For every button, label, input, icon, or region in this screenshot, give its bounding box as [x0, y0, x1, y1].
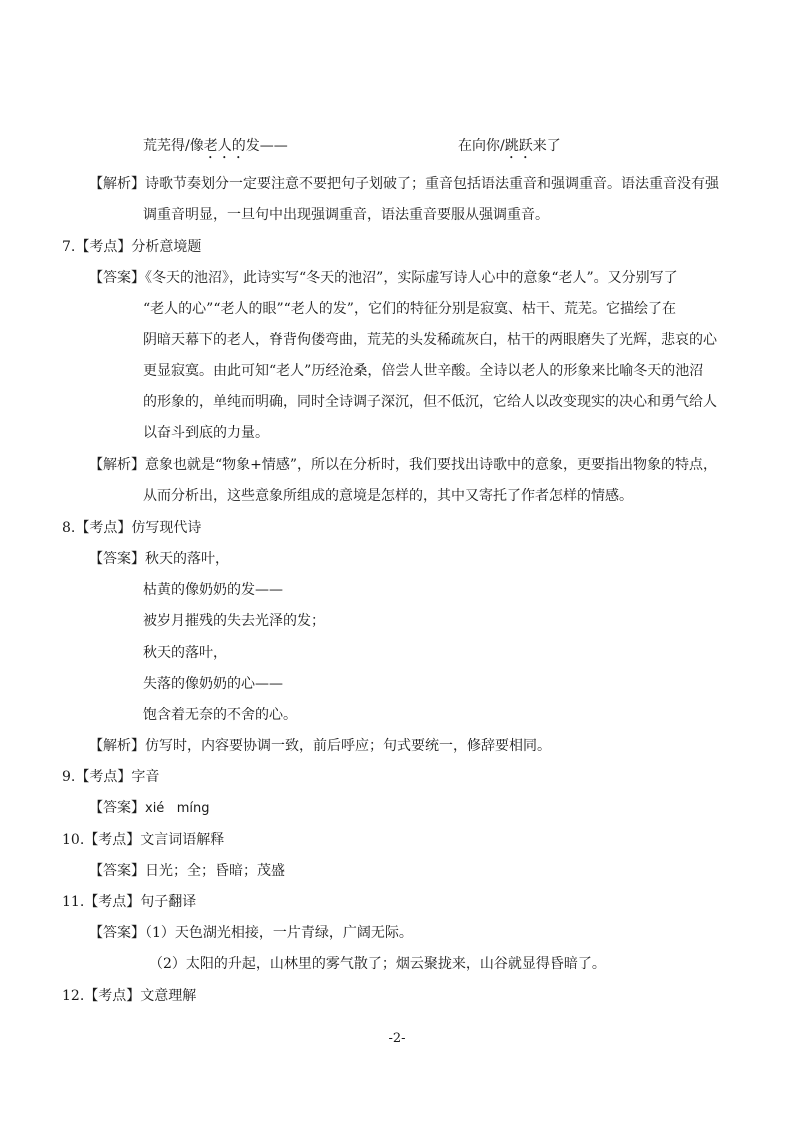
answer-text: 《冬天的池沼》，此诗实写“冬天的池沼”，实际虚写诗人心中的意象“老人”。又分别写了 — [145, 270, 678, 286]
analysis-tag: 【解析】 — [89, 176, 145, 192]
q7-answer-line2: “老人的心”“老人的眼”“老人的发”，它们的特征分别是寂寞、枯干、荒芜。它描绘了在 — [143, 301, 676, 317]
point-text: 仿写现代诗 — [131, 520, 202, 536]
q8-answer-line1 — [89, 549, 229, 569]
q11-answer-line2: （2）太阳的升起，山林里的雾气散了；烟云聚拢来，山谷就显得昏暗了。 — [149, 956, 606, 972]
question-number: 7. — [62, 239, 76, 255]
question-number: 12. — [62, 988, 85, 1004]
q7-answer-line5: 的形象的，单纯而明确，同时全诗调子深沉，但不低沉，它给人以改变现实的决心和勇气给人 — [143, 394, 717, 410]
point-tag: 【考点】 — [84, 832, 141, 848]
poem-right-emphasized: 跳跃 — [504, 138, 533, 154]
q11-answer-line1 — [89, 923, 413, 943]
poem-line-left — [143, 136, 288, 156]
answer-tag: 【答案】 — [89, 925, 145, 941]
q9-point — [62, 767, 159, 787]
point-text: 句子翻译 — [140, 894, 197, 910]
q11-point — [62, 892, 196, 912]
point-text: 文言词语解释 — [140, 832, 225, 848]
point-tag: 【考点】 — [84, 988, 141, 1004]
point-text: 字音 — [131, 769, 160, 785]
q8-point — [62, 518, 201, 538]
q7-answer-line1 — [89, 268, 678, 288]
poem-left-part-a: 荒芜得/像 — [143, 138, 204, 154]
answer-text: 秋天的落叶， — [145, 551, 229, 567]
q7-answer-line4: 更显寂寞。由此可知“老人”历经沧桑，倍尝人世辛酸。全诗以老人的形象来比喻冬天的池沼 — [143, 363, 704, 379]
q10-point — [62, 830, 224, 850]
answer-text: xié míng — [145, 801, 210, 816]
point-text: 文意理解 — [140, 988, 197, 1004]
point-tag: 【考点】 — [75, 520, 132, 536]
analysis-tag: 【解析】 — [89, 738, 145, 754]
answer-tag: 【答案】 — [89, 800, 145, 816]
q8-answer-line5: 失落的像奶奶的心—— — [143, 676, 283, 692]
answer-tag: 【答案】 — [89, 551, 145, 567]
question-number: 9. — [62, 769, 76, 785]
q12-point — [62, 986, 196, 1006]
q7-analysis-line2: 从而分析出，这些意象所组成的意境是怎样的，其中又寄托了作者怎样的情感。 — [143, 488, 633, 504]
q6-analysis-line2: 调重音明显，一旦句中出现强调重音，语法重音要服从强调重音。 — [143, 207, 549, 223]
q8-answer-line4: 秋天的落叶， — [143, 645, 227, 661]
analysis-text: 意象也就是“物象+情感”，所以在分析时，我们要找出诗歌中的意象，更要指出物象的特点， — [145, 457, 718, 473]
poem-right-part-c: 来了 — [532, 138, 561, 154]
q6-analysis-line1 — [89, 174, 719, 194]
answer-tag: 【答案】 — [89, 863, 145, 879]
q7-point — [62, 237, 201, 257]
q8-answer-line2: 枯黄的像奶奶的发—— — [143, 582, 283, 598]
analysis-text: 诗歌节奏划分一定要注意不要把句子划破了；重音包括语法重音和强调重音。语法重音没有强 — [145, 176, 719, 192]
q8-analysis — [89, 736, 551, 756]
point-tag: 【考点】 — [75, 239, 132, 255]
point-tag: 【考点】 — [84, 894, 141, 910]
q10-answer — [89, 861, 285, 881]
question-number: 8. — [62, 520, 76, 536]
analysis-tag: 【解析】 — [89, 457, 145, 473]
poem-left-part-c: 发—— — [245, 138, 288, 154]
q9-answer — [89, 798, 209, 818]
point-tag: 【考点】 — [75, 769, 132, 785]
answer-text: 日光；全；昏暗；茂盛 — [145, 863, 285, 879]
point-text: 分析意境题 — [131, 239, 202, 255]
question-number: 10. — [62, 832, 85, 848]
q7-answer-line6: 以奋斗到底的力量。 — [143, 425, 269, 441]
answer-text: （1）天色湖光相接，一片青绿，广阔无际。 — [145, 925, 413, 941]
poem-line-right — [458, 136, 561, 156]
q7-analysis-line1 — [89, 455, 717, 475]
poem-left-emphasized: 老人的 — [203, 138, 246, 154]
q7-answer-line3: 阴暗天幕下的老人，脊背佝偻弯曲，荒芜的头发稀疏灰白，枯干的两眼磨失了光辉，悲哀的心 — [143, 332, 717, 348]
answer-tag: 【答案】 — [89, 270, 145, 286]
analysis-text: 仿写时，内容要协调一致，前后呼应；句式要统一，修辞要相同。 — [145, 738, 551, 754]
q8-answer-line6: 饱含着无奈的不舍的心。 — [143, 707, 297, 723]
page-number: -2- — [388, 1031, 406, 1046]
poem-right-part-a: 在向你/ — [458, 138, 505, 154]
q8-answer-line3: 被岁月摧残的失去光泽的发； — [143, 613, 325, 629]
question-number: 11. — [62, 894, 85, 910]
